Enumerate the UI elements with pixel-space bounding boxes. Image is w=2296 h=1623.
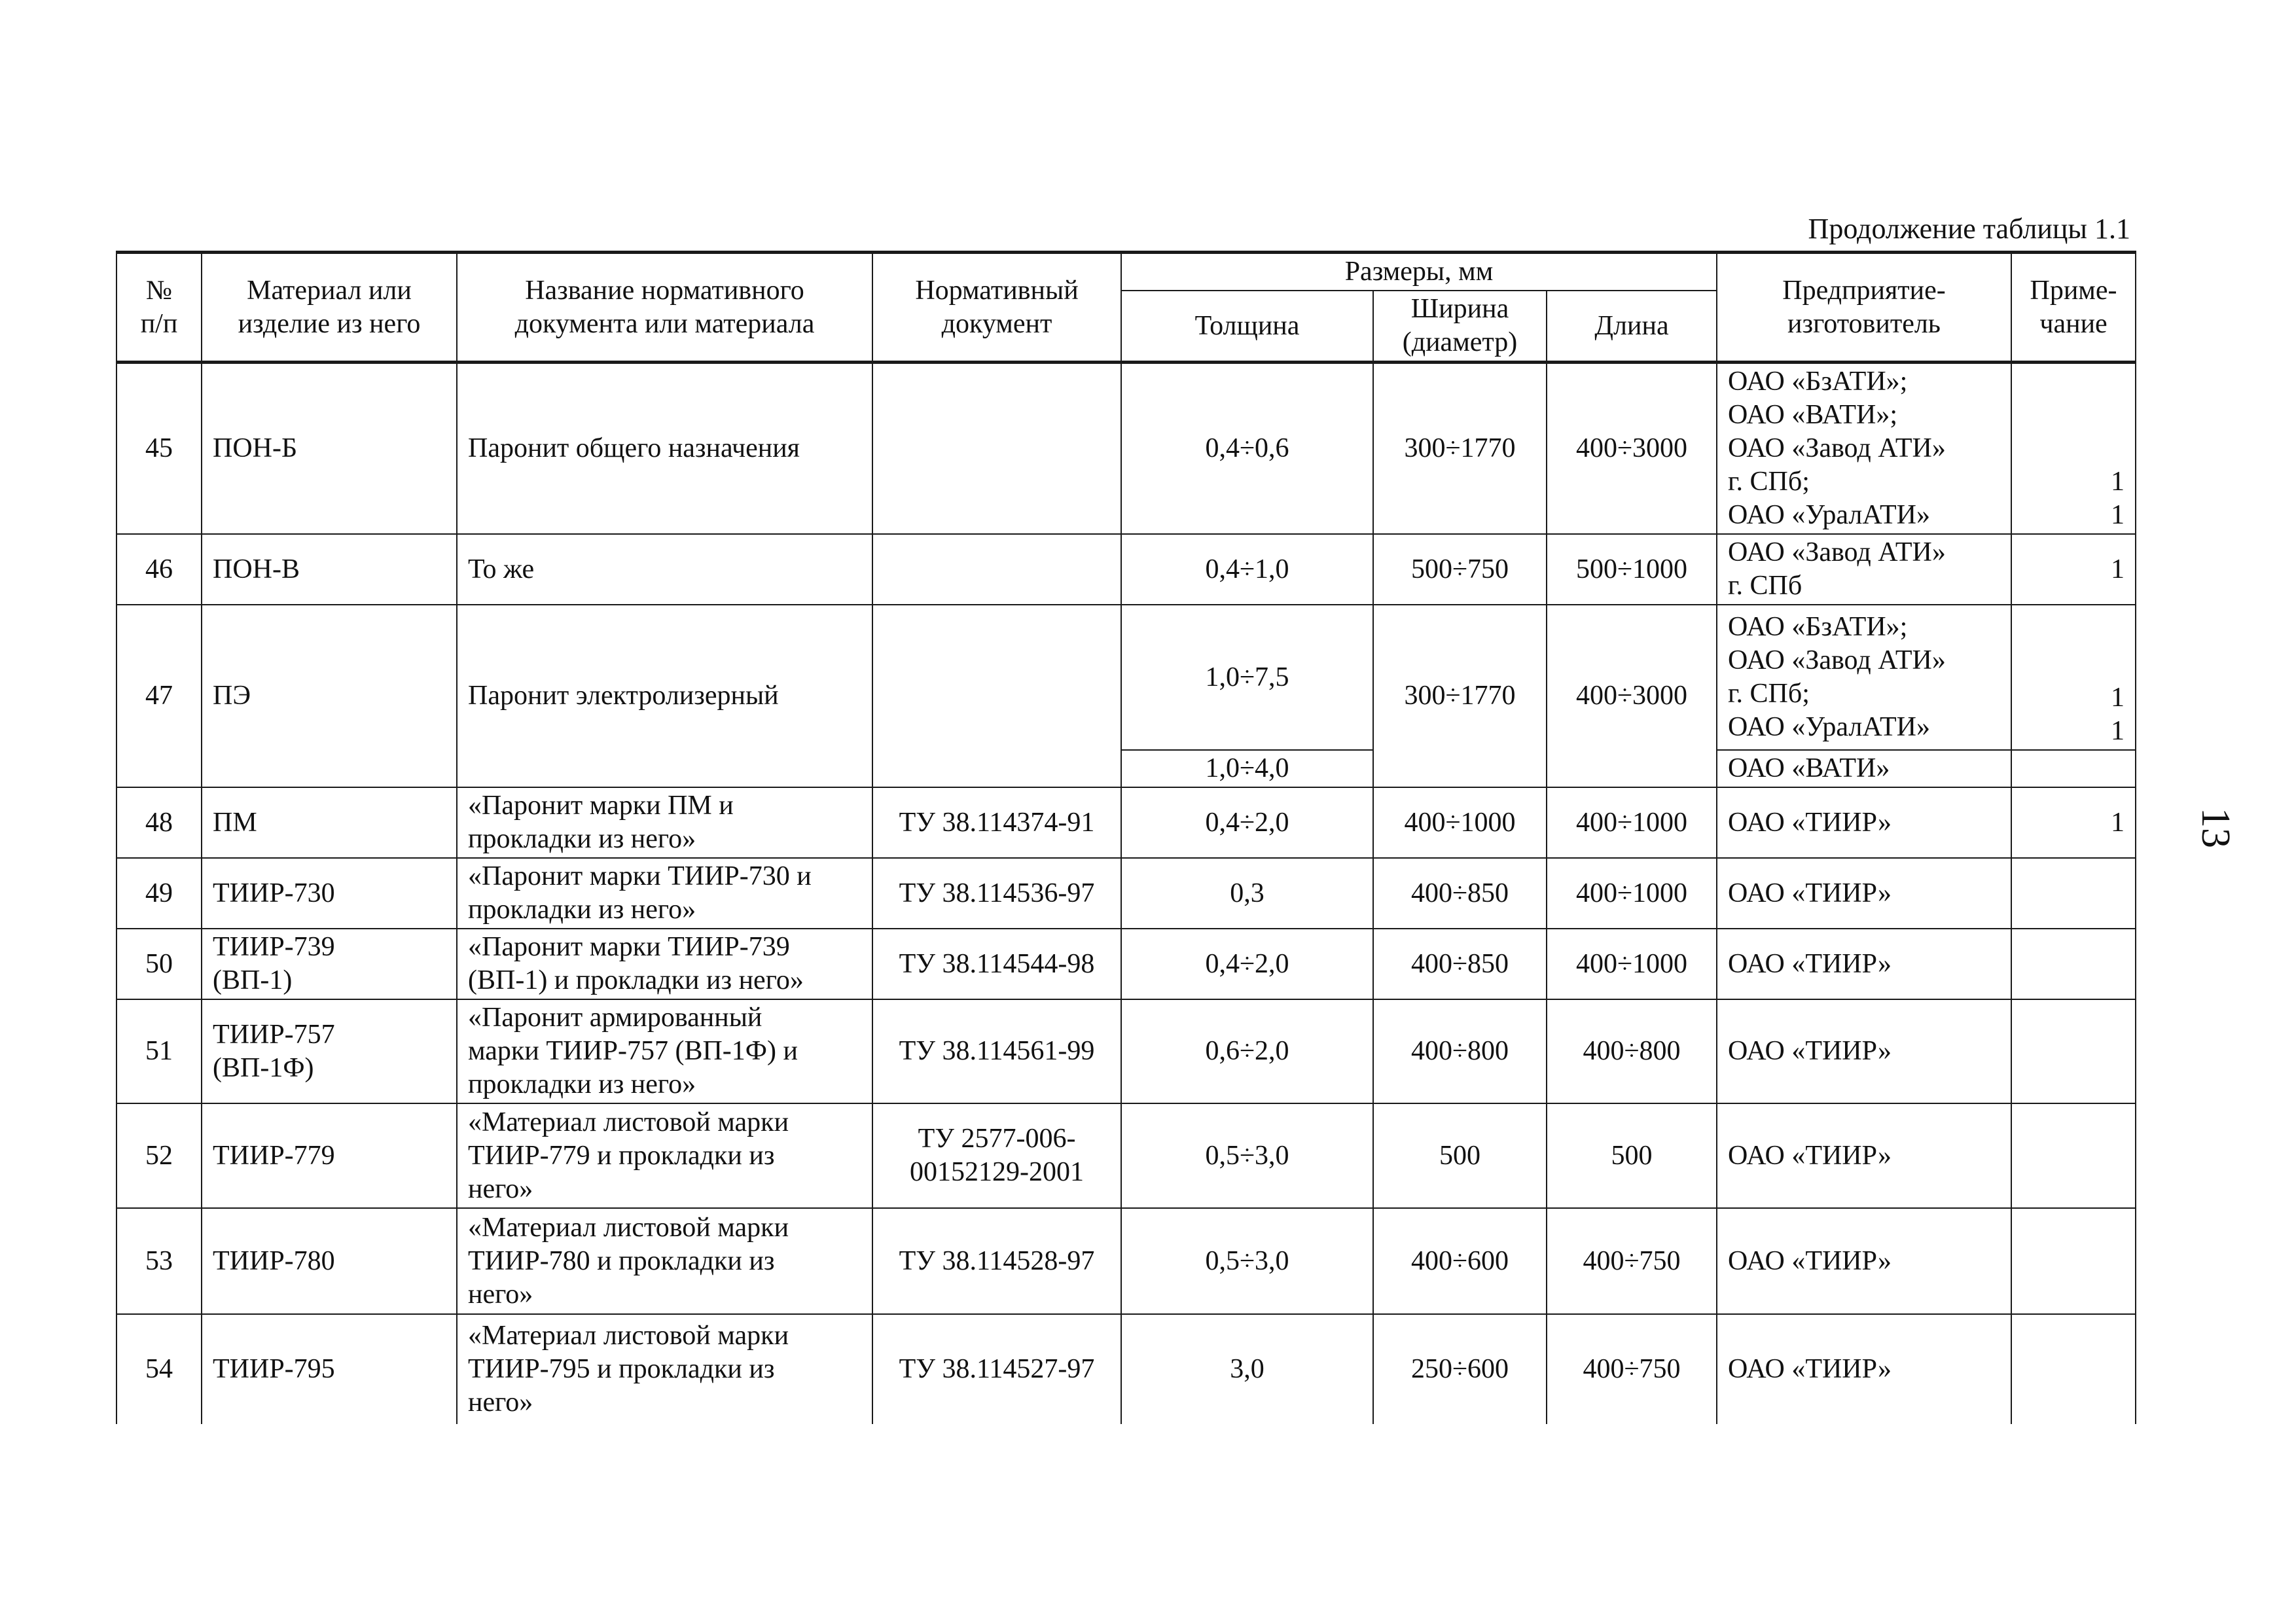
cell-number: 49 — [117, 858, 202, 929]
cell-document-name — [457, 999, 872, 1103]
cell-material — [202, 1208, 457, 1314]
cell-material — [202, 534, 457, 605]
cell-material — [202, 858, 457, 929]
cell-line: ТУ 38.114544-98 — [899, 948, 1095, 979]
cell-thickness: 0,4÷0,6 — [1121, 363, 1373, 535]
cell-thickness: 0,3 — [1121, 858, 1373, 929]
cell-line: ОАО «Завод АТИ» — [1728, 537, 1946, 567]
cell-line: «Паронит марки ТИИР-730 и — [468, 861, 812, 891]
cell-manufacturer — [1717, 999, 2011, 1103]
cell-line: ПМ — [213, 807, 257, 838]
cell-length: 400÷1000 — [1547, 787, 1717, 858]
cell-line: ТИИР-795 и прокладки из — [468, 1354, 775, 1384]
cell-note — [2011, 1103, 2136, 1208]
table-row — [117, 787, 2136, 858]
materials-table — [116, 251, 2136, 1424]
cell-width: 250÷600 — [1373, 1314, 1547, 1424]
cell-line: ТИИР-730 — [213, 878, 335, 908]
header-length: Длина — [1547, 291, 1717, 363]
cell-number: 50 — [117, 929, 202, 999]
cell-line: г. СПб; — [1728, 679, 1810, 709]
cell-width: 500 — [1373, 1103, 1547, 1208]
cell-note — [2011, 858, 2136, 929]
cell-line: ТИИР-757 — [213, 1019, 335, 1050]
cell-line: ТУ 2577-006- — [918, 1124, 1076, 1154]
cell-normative-doc — [872, 929, 1121, 999]
header-note: Приме- чание — [2011, 253, 2136, 363]
cell-document-name — [457, 929, 872, 999]
cell-document-name — [457, 534, 872, 605]
cell-line: ОАО «ТИИР» — [1728, 948, 1892, 979]
cell-document-name — [457, 858, 872, 929]
cell-line: ТУ 38.114561-99 — [899, 1036, 1095, 1066]
cell-line: ОАО «Завод АТИ» — [1728, 433, 1946, 463]
cell-line: ОАО «УралАТИ» — [1728, 712, 1930, 742]
cell-line: ОАО «БзАТИ»; — [1728, 366, 1908, 397]
cell-line: Паронит общего назначения — [468, 433, 800, 463]
cell-line: него» — [468, 1279, 533, 1310]
cell-document-name — [457, 1314, 872, 1424]
cell-manufacturer — [1717, 787, 2011, 858]
cell-line: 1 — [2111, 467, 2125, 497]
cell-document-name — [457, 787, 872, 858]
cell-line: ПОН-В — [213, 554, 300, 584]
table-row — [117, 534, 2136, 605]
cell-line: «Материал листовой марки — [468, 1107, 789, 1137]
cell-note — [2011, 1208, 2136, 1314]
cell-line: ТИИР-780 и прокладки из — [468, 1245, 775, 1276]
cell-line: него» — [468, 1173, 533, 1204]
cell-line: ТИИР-780 — [213, 1245, 335, 1276]
cell-line: (ВП-1) и прокладки из него» — [468, 965, 804, 995]
cell-line: ОАО «ТИИР» — [1728, 807, 1892, 838]
cell-line: ОАО «БзАТИ»; — [1728, 612, 1908, 642]
cell-document-name — [457, 1208, 872, 1314]
cell-width: 400÷850 — [1373, 929, 1547, 999]
header-normative-doc: Нормативный документ — [872, 253, 1121, 363]
cell-number: 53 — [117, 1208, 202, 1314]
table-header — [117, 253, 2136, 363]
cell-width: 500÷750 — [1373, 534, 1547, 605]
cell-length: 400÷1000 — [1547, 858, 1717, 929]
cell-line: То же — [468, 554, 535, 584]
table-row — [117, 605, 2136, 750]
cell-number: 47 — [117, 605, 202, 787]
cell-number: 48 — [117, 787, 202, 858]
cell-width: 400÷1000 — [1373, 787, 1547, 858]
cell-length: 400÷3000 — [1547, 363, 1717, 535]
cell-thickness: 0,5÷3,0 — [1121, 1103, 1373, 1208]
cell-line: 00152129-2001 — [910, 1157, 1084, 1187]
cell-line: прокладки из него» — [468, 1069, 696, 1099]
cell-line: 1 — [2111, 716, 2125, 746]
cell-manufacturer — [1717, 1103, 2011, 1208]
cell-line: 1 — [2111, 554, 2125, 584]
cell-line: ТУ 38.114528-97 — [899, 1245, 1095, 1276]
cell-manufacturer — [1717, 858, 2011, 929]
cell-thickness: 1,0÷7,5 — [1121, 605, 1373, 750]
table-row — [117, 1103, 2136, 1208]
table-row — [117, 929, 2136, 999]
cell-line: г. СПб; — [1728, 467, 1810, 497]
cell-line: ОАО «ТИИР» — [1728, 1036, 1892, 1066]
header-sizes: Размеры, мм — [1121, 253, 1717, 291]
cell-note — [2011, 534, 2136, 605]
cell-manufacturer: ОАО «ВАТИ» — [1717, 750, 2011, 787]
cell-length: 400÷1000 — [1547, 929, 1717, 999]
cell-normative-doc — [872, 1208, 1121, 1314]
cell-width: 400÷600 — [1373, 1208, 1547, 1314]
table-row — [117, 999, 2136, 1103]
cell-normative-doc — [872, 363, 1121, 535]
cell-manufacturer — [1717, 534, 2011, 605]
cell-document-name — [457, 605, 872, 787]
cell-thickness: 0,6÷2,0 — [1121, 999, 1373, 1103]
cell-line: ТИИР-739 — [213, 932, 335, 962]
cell-length: 400÷750 — [1547, 1314, 1717, 1424]
cell-width: 300÷1770 — [1373, 605, 1547, 787]
cell-note — [2011, 750, 2136, 787]
cell-thickness: 0,4÷1,0 — [1121, 534, 1373, 605]
cell-normative-doc — [872, 1103, 1121, 1208]
cell-thickness: 0,4÷2,0 — [1121, 787, 1373, 858]
cell-line: ПОН-Б — [213, 433, 298, 463]
cell-material — [202, 787, 457, 858]
cell-line: ОАО «ТИИР» — [1728, 878, 1892, 908]
cell-normative-doc — [872, 1314, 1121, 1424]
cell-line: него» — [468, 1387, 533, 1418]
cell-line: ТИИР-779 и прокладки из — [468, 1140, 775, 1171]
cell-document-name — [457, 363, 872, 535]
cell-number: 52 — [117, 1103, 202, 1208]
cell-normative-doc — [872, 534, 1121, 605]
header-width: Ширина (диаметр) — [1373, 291, 1547, 363]
cell-line: «Материал листовой марки — [468, 1321, 789, 1351]
cell-manufacturer — [1717, 363, 2011, 535]
cell-normative-doc — [872, 858, 1121, 929]
cell-material — [202, 605, 457, 787]
cell-thickness: 0,5÷3,0 — [1121, 1208, 1373, 1314]
cell-width: 400÷850 — [1373, 858, 1547, 929]
cell-material — [202, 929, 457, 999]
page-number: 13 — [2193, 808, 2238, 848]
cell-note — [2011, 929, 2136, 999]
cell-width: 400÷800 — [1373, 999, 1547, 1103]
cell-line: марки ТИИР-757 (ВП-1Ф) и — [468, 1036, 798, 1066]
cell-line: ОАО «ТИИР» — [1728, 1354, 1892, 1384]
cell-line: ТУ 38.114536-97 — [899, 878, 1095, 908]
cell-line: ОАО «ТИИР» — [1728, 1245, 1892, 1276]
cell-manufacturer — [1717, 1208, 2011, 1314]
cell-note — [2011, 363, 2136, 535]
table-caption: Продолжение таблицы 1.1 — [1808, 213, 2130, 245]
header-material: Материал или изделие из него — [202, 253, 457, 363]
cell-material — [202, 999, 457, 1103]
header-document-name: Название нормативного документа или материала — [457, 253, 872, 363]
cell-normative-doc — [872, 999, 1121, 1103]
table-row — [117, 858, 2136, 929]
cell-line: 1 — [2111, 500, 2125, 530]
cell-material — [202, 363, 457, 535]
cell-line: ТИИР-795 — [213, 1354, 335, 1384]
cell-line: ТИИР-779 — [213, 1140, 335, 1171]
cell-line: «Материал листовой марки — [468, 1212, 789, 1243]
cell-thickness: 1,0÷4,0 — [1121, 750, 1373, 787]
cell-line: 1 — [2111, 807, 2125, 838]
header-num: № п/п — [117, 253, 202, 363]
cell-line: ОАО «ВАТИ»; — [1728, 400, 1897, 430]
cell-line: «Паронит марки ПМ и — [468, 791, 734, 821]
cell-line: прокладки из него» — [468, 895, 696, 925]
cell-line: прокладки из него» — [468, 824, 696, 854]
cell-length: 500 — [1547, 1103, 1717, 1208]
cell-thickness: 3,0 — [1121, 1314, 1373, 1424]
cell-normative-doc — [872, 787, 1121, 858]
cell-line: 1 — [2111, 683, 2125, 713]
cell-line: ОАО «УралАТИ» — [1728, 500, 1930, 530]
cell-line: ТУ 38.114527-97 — [899, 1354, 1095, 1384]
cell-normative-doc — [872, 605, 1121, 787]
cell-note — [2011, 605, 2136, 750]
cell-length: 500÷1000 — [1547, 534, 1717, 605]
cell-manufacturer — [1717, 1314, 2011, 1424]
cell-length: 400÷750 — [1547, 1208, 1717, 1314]
table-row — [117, 1314, 2136, 1424]
cell-number: 51 — [117, 999, 202, 1103]
cell-line: ОАО «ТИИР» — [1728, 1140, 1892, 1171]
cell-line: ПЭ — [213, 681, 251, 711]
cell-manufacturer — [1717, 605, 2011, 750]
cell-line: «Паронит армированный — [468, 1003, 762, 1033]
cell-width: 300÷1770 — [1373, 363, 1547, 535]
cell-thickness: 0,4÷2,0 — [1121, 929, 1373, 999]
cell-length: 400÷800 — [1547, 999, 1717, 1103]
cell-length: 400÷3000 — [1547, 605, 1717, 787]
cell-material — [202, 1314, 457, 1424]
cell-number: 45 — [117, 363, 202, 535]
cell-number: 46 — [117, 534, 202, 605]
cell-line: г. СПб — [1728, 571, 1803, 601]
cell-note — [2011, 999, 2136, 1103]
cell-number: 54 — [117, 1314, 202, 1424]
header-thickness: Толщина — [1121, 291, 1373, 363]
cell-document-name — [457, 1103, 872, 1208]
cell-line: (ВП-1Ф) — [213, 1052, 314, 1083]
cell-line: ОАО «Завод АТИ» — [1728, 645, 1946, 675]
cell-line: (ВП-1) — [213, 965, 293, 995]
cell-line: ТУ 38.114374-91 — [899, 807, 1095, 838]
table-row — [117, 363, 2136, 535]
cell-line: Паронит электролизерный — [468, 681, 779, 711]
table-row — [117, 1208, 2136, 1314]
header-manufacturer: Предприятие- изготовитель — [1717, 253, 2011, 363]
cell-note — [2011, 787, 2136, 858]
cell-material — [202, 1103, 457, 1208]
cell-note — [2011, 1314, 2136, 1424]
cell-line: «Паронит марки ТИИР-739 — [468, 932, 790, 962]
cell-manufacturer — [1717, 929, 2011, 999]
